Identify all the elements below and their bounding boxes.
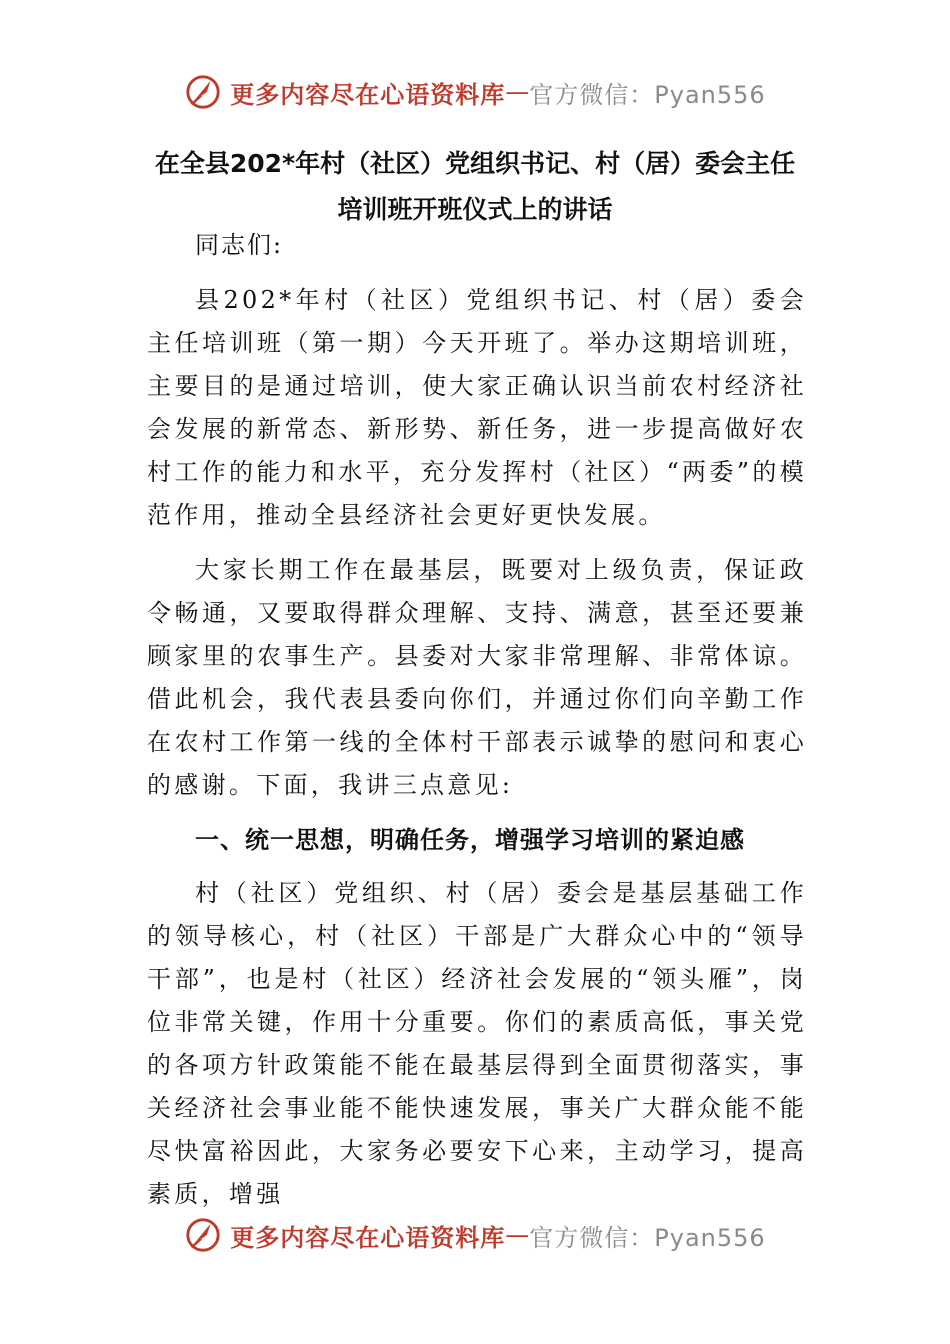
document-title-line1: 在全县202*年村（社区）党组织书记、村（居）委会主任	[154, 149, 796, 178]
watermark-brand: 更多内容尽在心语资料库	[230, 1222, 506, 1252]
quill-logo-icon	[184, 1216, 222, 1254]
paragraph-intro: 县202*年村（社区）党组织书记、村（居）委会主任培训班（第一期）今天开班了。举办这期培训班，主要目的是通过培训，使大家正确认识当前农村经济社会发展的新常态、新形势、新任务，进一步提高做好农村工作的能力和水平，充分发挥村（社区）“两委”的模范作用，推动全县经济社会更好更快发展。	[147, 286, 807, 529]
watermark-brand: 更多内容尽在心语资料库	[230, 79, 506, 109]
paragraph-section1: 村（社区）党组织、村（居）委会是基层基础工作的领导核心，村（社区）干部是广大群众心中的“领导干部”，也是村（社区）经济社会发展的“领头雁”，岗位非常关键，作用十分重要。你们的素质高低，事关党的各项方针政策能不能在最基层得到全面贯彻落实，事关经济社会事业能不能快速发展，事关广大群众能不能尽快富裕因此，大家务必要安下心来，主动学习，提高素质，增强	[147, 879, 807, 1208]
watermark-contact: 官方微信：Pyan556	[529, 1223, 766, 1252]
watermark-footer	[0, 1210, 950, 1260]
document-body	[147, 224, 807, 1216]
watermark-contact: 官方微信：Pyan556	[529, 80, 766, 109]
section-heading-1: 一、统一思想，明确任务，增强学习培训的紧迫感	[195, 826, 745, 854]
watermark-separator: —	[505, 1221, 530, 1249]
quill-logo-icon	[184, 73, 222, 111]
paragraph-appreciation: 大家长期工作在最基层，既要对上级负责，保证政令畅通，又要取得群众理解、支持、满意，甚至还要兼顾家里的农事生产。县委对大家非常理解、非常体谅。借此机会，我代表县委向你们，并通过你们向辛勤工作在农村工作第一线的全体村干部表示诚挚的慰问和衷心的感谢。下面，我讲三点意见:	[147, 556, 807, 799]
watermark-header	[0, 67, 950, 117]
salutation: 同志们:	[195, 231, 284, 259]
document-title-line2: 培训班开班仪式上的讲话	[337, 195, 613, 224]
watermark-separator: —	[505, 78, 530, 106]
